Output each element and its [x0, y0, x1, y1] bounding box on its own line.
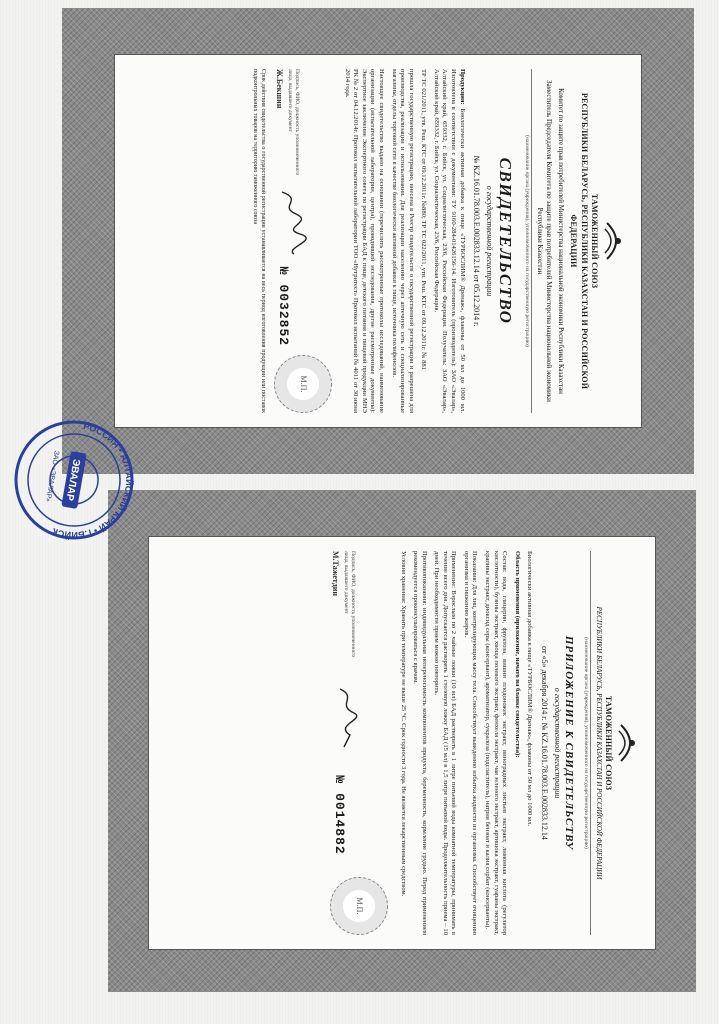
- signature-row: [274, 69, 332, 413]
- product-text: Биологически активная добавка к пище «ТУРБОСЛИМ® Дренаж», флаконы от 50 мл до 1000 мл. Изготовлена в соответствии с документами: ТУ 9160-284-01426156-14. Изготовитель (производитель): ЗАО «Эвалар», Алтайский край, 659332, г. Бийск, ул. Социалистическая, 23/6, Российская Федерация. Получатель: ЗАО «Эвалар», Алтайский край, 659332, г. Бийск, ул. Социалистическая, 23/6, Российская Федерация.: [432, 69, 466, 413]
- usage-text: прошла государственную регистрацию, внесена в Реестр свидетельств о государственной регистрации и разрешена для производства, реализации и использования. Для реализации населению через аптечную сеть и специализированные магазины, отделы торговой сети в качестве биологически активной добавки к пище, источника полифенолов.: [390, 69, 415, 413]
- appendix-product-line: Биологически активная добавка к пище «ТУРБОСЛИМ® Дренаж», флаконы от 50 мл до 1000 мл.: [526, 551, 534, 827]
- blank-number: № 0032852: [276, 266, 292, 347]
- product-description: [431, 69, 465, 413]
- authority-caption: (наименование органа (учреждения), уполномоченного на государственную регистрацию): [522, 69, 531, 413]
- issuing-committee: Комитет по защите прав потребителей Министерства национальной экономики Республики Казахстан: [556, 88, 565, 394]
- company-stamp-icon: [12, 418, 136, 542]
- signer-caption: Подпись, ФИО, должность уполномоченного лица, выдавшего документ: [343, 551, 356, 658]
- union-countries: РЕСПУБЛИКИ БЕЛАРУСЬ, РЕСПУБЛИКИ КАЗАХСТАН И РОССИЙСКОЙ ФЕДЕРАЦИИ: [569, 92, 589, 390]
- seal-label: М.П.: [299, 375, 309, 393]
- signer-block: [330, 551, 356, 661]
- appendix-registration-line: от «5» декабря 2014 г. № KZ.16.01.78.003.E.002833.12.14: [539, 646, 549, 840]
- customs-union-emblem-icon: [615, 721, 641, 765]
- basis-text: Настоящее свидетельство выдано на основании (перечислить рассмотренные протоколы исследований, наименование организации (испытательной лаборатории, центра), проводившей исследования, другие рассмотренные документы): Экспертное заключение Экспертного совета по регистрации БАД к пище, детского питания и пищевой продукции МНЭ РК № 2 от 04.12.2014г. Протокол испытательной лаборатории ТОО «Нутритест» Протокол испытаний № 4011 от 30 июня 2014 года.: [343, 69, 386, 413]
- signer-name: Ж.Бекшин: [274, 69, 284, 109]
- handwritten-signature-icon: [330, 683, 364, 753]
- compliance-text: ТР ТС 021/2011, утв. Реш. КТС от 09.12.2011г. №880; ТР ТС 022/2011, утв. Реш. КТС от 09.12.2011г. № 881: [420, 69, 428, 370]
- indication-text: Показания: Для лиц, контролирующих массу тела. Способствует выведению избытка жидкости из организма. Способствует очищению организма и снижению жиров.: [462, 551, 479, 935]
- signer-caption: Подпись, ФИО, должность уполномоченного лица, выдавшего документ: [287, 69, 300, 176]
- customs-union-emblem-icon: [601, 219, 627, 263]
- signer-block: [274, 69, 300, 179]
- product-label: Продукция:: [458, 69, 466, 105]
- certificate-appendix-body: [148, 536, 656, 950]
- certificate-subtitle: о государственной регистрации: [485, 185, 495, 297]
- svg-text:РОССИЯ • АЛТАЙСКИЙ КРАЙ • Г.БИ: [50, 418, 136, 542]
- seal-label: М.П.: [355, 897, 365, 915]
- validity-text: Срок действия свидетельства о государственной регистрации устанавливается на весь период изготовления продукции или поставок подконтрольных товаров на территорию таможенного союза: [252, 69, 267, 413]
- certificate-top: [62, 8, 694, 474]
- signer-name: М.Тажетдин: [330, 551, 340, 597]
- storage-text: Условия хранения: Хранить при температуре не выше 25 °С. Срок годности 3 года. Не является лекарственным средством.: [399, 551, 407, 897]
- scope-label: Область применения (приложение, начато на бланке свидетельства):: [513, 551, 521, 758]
- signature-row: [330, 551, 388, 935]
- certificate-top-body: [114, 54, 642, 428]
- blank-number: № 0014882: [331, 775, 347, 855]
- registration-number: № KZ.16.01.78.003.E.002833.12.14 от 05.12.2014 г.: [471, 155, 481, 327]
- stamp-company: ЗАО «ЭВАЛАР»: [43, 450, 60, 503]
- certificate-appendix: [108, 490, 696, 992]
- contraindication-text: Противопоказания: индивидуальная непереносимость компонентов продукта, беременность, кормление грудью. Перед применением рекомендуется проконсультироваться с врачом.: [412, 551, 428, 935]
- union-title: ТАМОЖЕННЫЙ СОЮЗ: [590, 193, 599, 289]
- handwritten-signature-icon: [274, 188, 308, 258]
- appendix-title: ПРИЛОЖЕНИЕ К СВИДЕТЕЛЬСТВУ: [563, 635, 576, 851]
- stamp-center-text: ЭВАЛАР: [63, 458, 82, 502]
- certificate-title: СВИДЕТЕЛЬСТВО: [496, 157, 516, 325]
- union-countries: РЕСПУБЛИКИ БЕЛАРУСЬ, РЕСПУБЛИКИ КАЗАХСТАН И РОССИЙСКОЙ ФЕДЕРАЦИИ: [594, 606, 603, 880]
- appendix-subtitle: о государственной регистрации: [553, 687, 563, 799]
- authority-caption: (наименование органа (учреждения), уполномоченного на государственную регистрацию): [581, 551, 590, 935]
- official-seal-placeholder: [330, 877, 388, 935]
- dosage-text: Применение: Взрослым по 2 чайные ложки (10 мл) БАД растворить в 1 литре питьевой воды комнатной температуры, принимать в течение всего дня. Допускается растворять 1 столовую ложку БАД (15 мл) в 1,5 литре питьевой воды. Продолжительность приема – 10 дней. При необходимости прием можно повторить.: [433, 551, 458, 935]
- issuing-deputy: Заместитель Председателя Комитета по защите прав потребителей Министерства национальной экономики Республики Казахстан: [535, 80, 553, 402]
- union-title: ТАМОЖЕННЫЙ СОЮЗ: [604, 695, 613, 791]
- official-seal-placeholder: [274, 355, 332, 413]
- stamp-ring-text: РОССИЯ • АЛТАЙСКИЙ КРАЙ • Г.БИЙСК: [50, 420, 135, 541]
- composition-text: Состав: вода, глицерин, фруктоза, вишни плодоножек экстракт, виноградных листьев экстракт, лимонная кислота (регулятор кислотности), бузины экстракт, хвоща полевого экстракт, фенхеля экстракт, чая зеленого экстракт, артишока экстракт, гуараны экстракт, крапивы экстракт, диоксид серы (консервант), ароматизатор, сукралоза (подсластитель), натрия бензоат и калия сорбат (консерванты).: [484, 551, 509, 935]
